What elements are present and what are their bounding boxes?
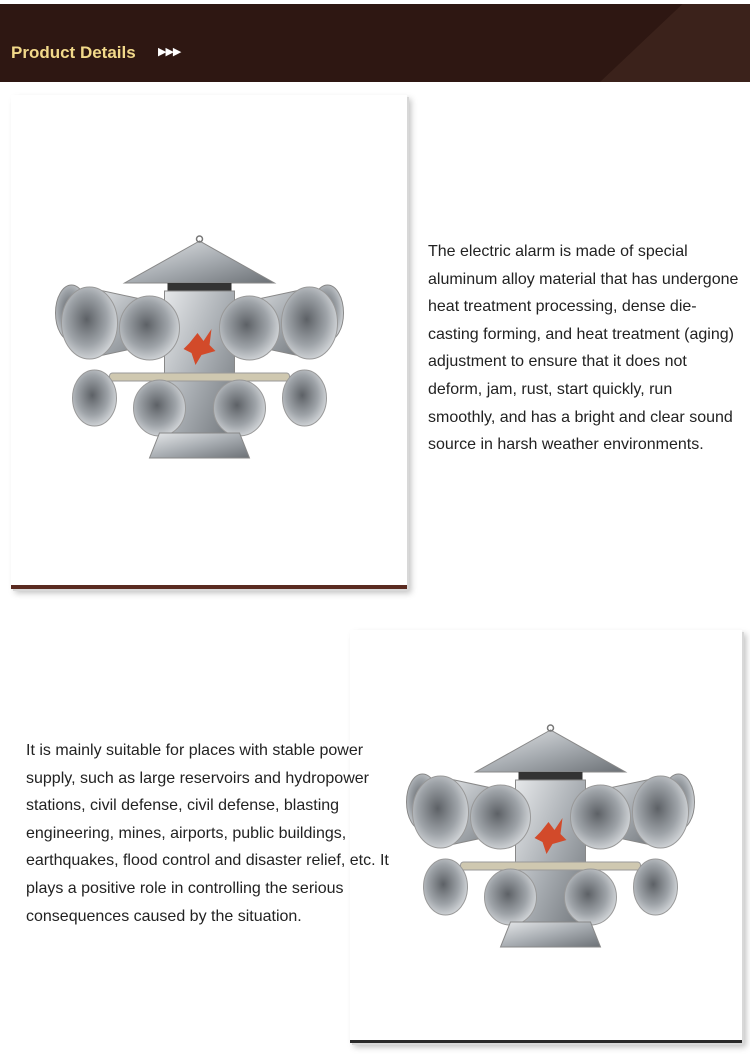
product-details-header [0, 4, 750, 82]
siren-product-image [398, 722, 703, 952]
siren-product-image [47, 233, 352, 463]
header-title: Product Details [11, 43, 136, 62]
product-description-2: It is mainly suitable for places with stable power supply, such as large reservoirs and hydropower stations, civil defense, civil defense, blasting engineering, mines, airports, public buildings, earthquakes, flood control and disaster relief, etc. It plays a positive role in controlling the serious consequences caused by the situation. [26, 742, 389, 925]
product-description-1: The electric alarm is made of special aluminum alloy material that has undergone heat treatment processing, dense die-casting forming, and heat treatment (aging) adjustment to ensure that it does not deform, jam, rust, start quickly, run smoothly, and has a bright and clear sound source in harsh weather environments. [428, 243, 739, 454]
header-diagonal-accent [600, 4, 750, 82]
triple-arrow-icon: ▶▶▶ [158, 46, 181, 58]
product-image-card-1 [11, 95, 407, 589]
